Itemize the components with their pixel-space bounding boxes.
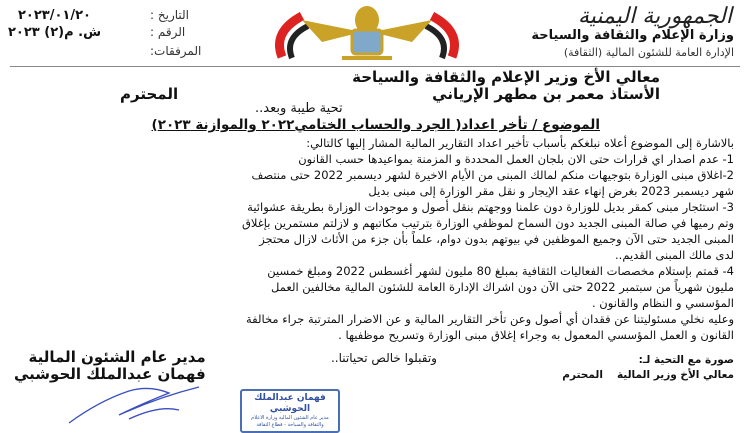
body-line: وعليه نخلي مسئوليتنا عن فقدان أي أصول وعن تأخر التقارير المالية و عن الاضرار المترتبة جراء مخالفة [246, 312, 734, 326]
body-line: وتم رميها في صالة المبنى الجديد دون السماح لموظفي الوزارة بترتيب مكاتبهم و لازلتم مستمرين بإغلاق [241, 216, 734, 230]
body-line: شهر ديسمبر 2023 بغرض إنهاء عقد الإيجار و نقل مقر الوزارة إلى مبنى بديل [368, 184, 734, 198]
body-line: مليون شهرياً من سبتمبر 2022 حتى الآن دون اشراك الإدارة العامة للشئون المالية مخالفين العمل [271, 280, 734, 294]
body-line: القانون و العمل المؤسسي المعمول به وجراء إغلاق مبنى الوزارة وتسريح موظفيها . [338, 328, 734, 342]
body-line: 3- استئجار مبنى كمقر بديل للوزارة دون علمنا ووجهتم بنقل أصول و موجودات الوزارة بطريقة عشوائية [247, 200, 734, 214]
signatory-block [14, 349, 206, 383]
stamp-line2: والثقافة والسياحة - قطاع الثقافة [256, 422, 324, 428]
cc-recipient: معالي الأخ وزير المالية [616, 369, 734, 381]
signature-scribble-icon [59, 383, 209, 427]
stamp-name: فهمان عبدالملك الحوشبي [254, 393, 326, 414]
subject-line: الموضوع / تأخر اعداد( الجرد والحساب الختامي٢٠٢٢ والموازنة ٢٠٢٣) [151, 117, 600, 133]
body-line: بالاشارة إلى الموضوع أعلاه نبلغكم بأسباب تأخير اعداد التقارير المالية المشار إليها كالتالي: [306, 136, 734, 150]
body-line: 4- قمتم بإستلام مخصصات الفعاليات الثقافية بمبلغ 80 مليون لشهر أغسطس 2022 ومبلغ خمسين [267, 264, 734, 278]
signatory-title: مدير عام الشئون المالية [28, 348, 206, 366]
ministry-name: وزارة الإعلام والثقافة والسياحة [531, 28, 734, 43]
stamp-line1: مدير عام الشئون المالية وزارة الاعلام [251, 415, 329, 421]
addressee-honorific: المحترم [120, 85, 179, 103]
body-line: المبنى الجديد حتى الآن وجميع الموظفين في بيوتهم بدون دوام، علماً بأن جزء من الأثاث لازال محتجز [259, 232, 734, 246]
number-label: الرقم : [150, 25, 186, 39]
cc-label: صورة مع التحية لـ: [638, 354, 734, 366]
body-line: 1- عدم اصدار اي قرارات حتى الان بلجان العمل المحددة و المزمنة بمواعيدها حسب القانون [298, 152, 734, 166]
signatory-name: فهمان عبدالملك الحوشبي [14, 365, 206, 383]
cc-honorific: المحترم [562, 369, 603, 381]
number-value: ش. م(٢) ٢٠٢٣ [8, 25, 102, 40]
cc-block [562, 353, 734, 383]
signature-row [14, 349, 734, 383]
stamp-area [14, 383, 734, 427]
body-line: المؤسسي و النظام والقانون . [592, 296, 734, 310]
attachments-label: المرفقات: [150, 44, 202, 58]
department-name: الإدارة العامة للشئون المالية (الثقافة) [563, 46, 734, 59]
official-stamp [240, 389, 340, 433]
date-value: ٢٠٢٣/٠١/٢٠ [18, 8, 91, 23]
body-line: لدى مالك المبنى القديم.. [615, 248, 734, 262]
government-name: الجمهورية اليمنية [577, 4, 732, 29]
header-divider [10, 66, 740, 67]
body-line: 2-اغلاق مبنى الوزارة بتوجيهات منكم لمالك المبنى من الأيام الاخيرة لشهر ديسمبر 2022 حتى منتصف [251, 168, 734, 182]
letter-body [14, 135, 734, 427]
closing: وتقبلوا خالص تحياتنا.. [330, 351, 437, 365]
yemen-emblem-icon [262, 2, 472, 64]
date-label: التاريخ : [150, 8, 190, 22]
greeting: تحية طيبة وبعد.. [255, 101, 343, 116]
addressee-line1: معالي الأخ وزير الإعلام والثقافة والسياحة [352, 68, 660, 86]
addressee-line2: الأستاذ معمر بن مطهر الإرياني [432, 85, 660, 103]
